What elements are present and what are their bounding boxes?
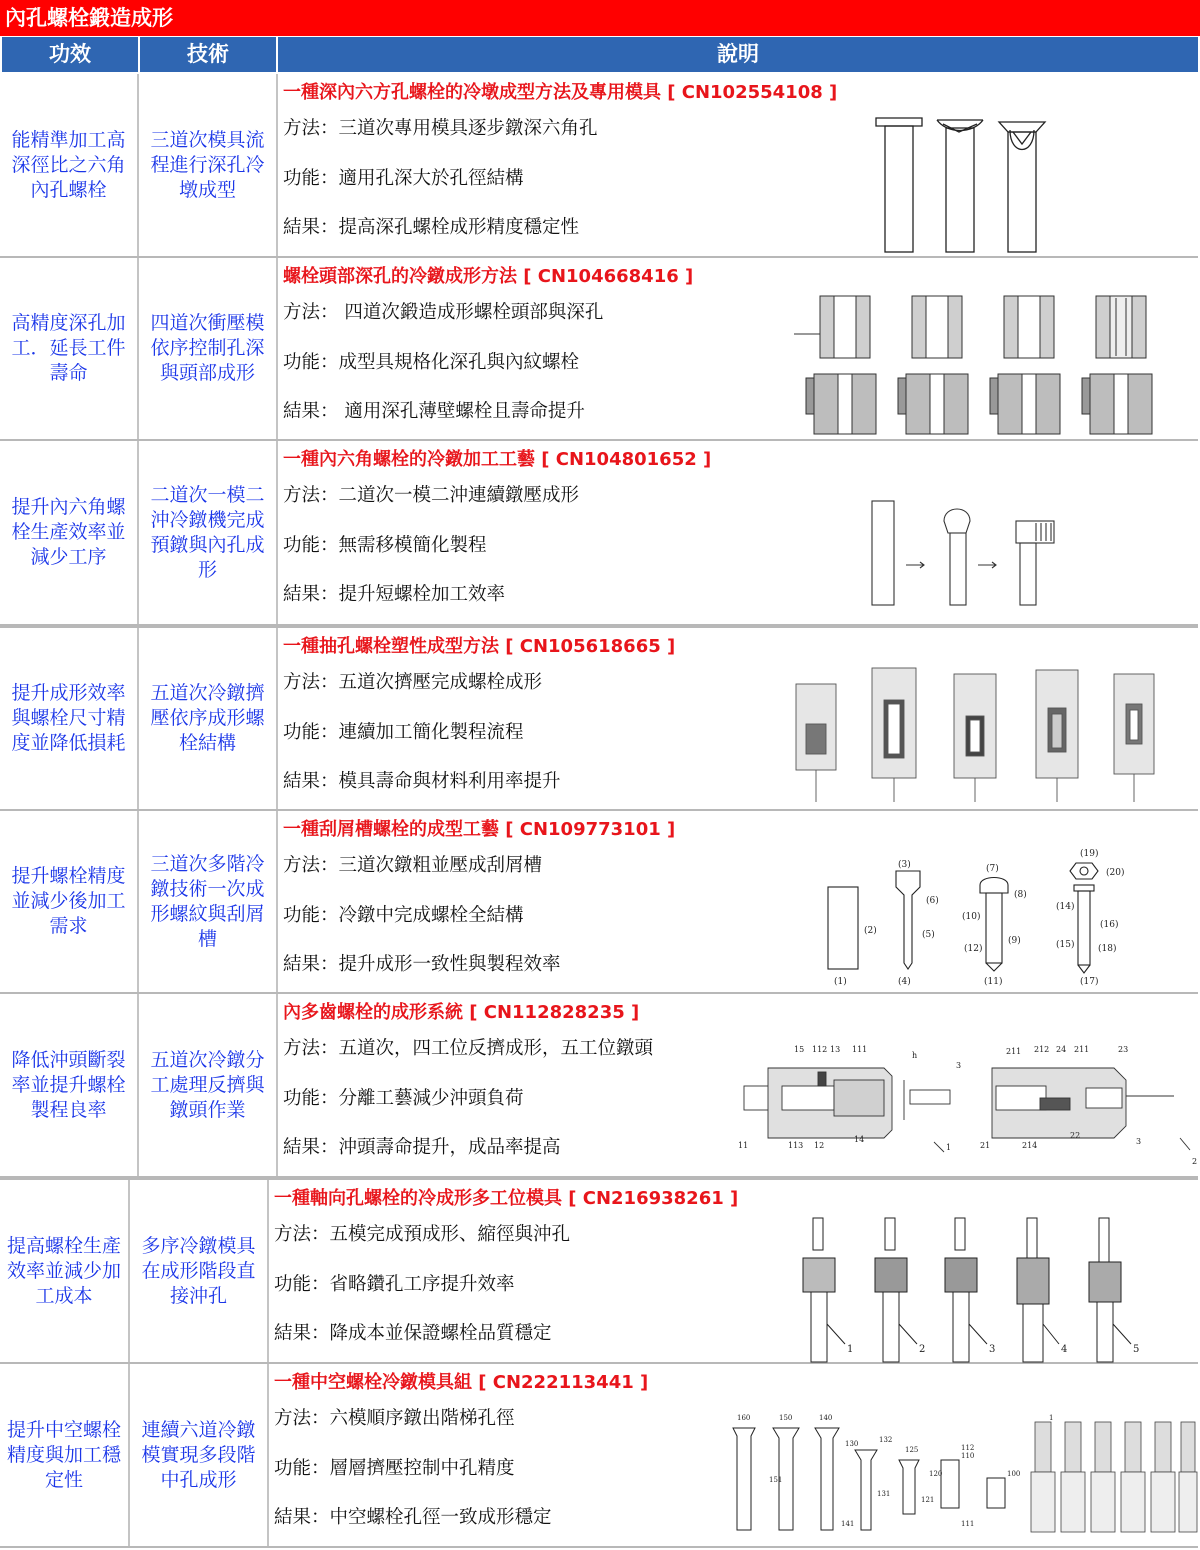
result-text: 結果：沖頭壽命提升，成品率提高	[283, 1137, 561, 1158]
figure-label: (5)	[922, 930, 935, 940]
table-row	[0, 441, 1198, 626]
figure-label: 160	[737, 1414, 751, 1422]
tech-cell: 五道次冷鐓擠壓依序成形螺栓結構	[139, 628, 278, 809]
result-text: 結果：模具壽命與材料利用率提升	[283, 771, 561, 792]
table-row	[0, 1364, 1198, 1548]
table-row	[0, 258, 1198, 441]
figure-label: 100	[1007, 1470, 1021, 1478]
figure-label: (18)	[1098, 944, 1117, 954]
figure-label: 21	[980, 1141, 991, 1150]
figure-label: 112	[812, 1045, 828, 1054]
effect-cell: 提升中空螺栓精度與加工穩定性	[0, 1364, 130, 1546]
patent-title: 內多齒螺栓的成形系統 [ CN112828235 ]	[283, 1002, 640, 1023]
tech-cell: 三道次模具流程進行深孔冷墩成型	[139, 74, 278, 256]
figure-label: (9)	[1008, 936, 1021, 946]
page-title: 內孔螺栓鍛造成形	[0, 0, 1200, 36]
effect-cell: 高精度深孔加工．延長工件壽命	[0, 258, 139, 439]
method-text: 方法：二道次一模二沖連續鐓壓成形	[283, 485, 580, 506]
desc-cell	[278, 811, 1198, 992]
figure-label: (1)	[834, 977, 847, 987]
figure-label: 1	[946, 1143, 952, 1152]
figure-label: 130	[845, 1440, 859, 1448]
patent-title: 一種中空螺栓冷鐓模具組 [ CN222113441 ]	[274, 1372, 649, 1393]
figure-label: (11)	[984, 977, 1003, 987]
figure-label: 13	[830, 1045, 841, 1054]
method-text: 方法：五道次，四工位反擠成形，五工位鐓頭	[283, 1038, 654, 1059]
figure-label: 1	[847, 1344, 854, 1355]
result-text: 結果：降成本並保證螺栓品質穩定	[274, 1323, 552, 1344]
method-text: 方法：三道次鐓粗並壓成刮屑槽	[283, 855, 543, 876]
figure-label: 14	[854, 1135, 865, 1144]
figure-label: 120	[929, 1470, 943, 1478]
figure-label: 1	[1049, 1414, 1054, 1422]
tech-cell: 連續六道冷鐓模實現多段階中孔成形	[130, 1364, 269, 1546]
figure-label: 2	[1192, 1157, 1198, 1166]
patent-figure	[790, 294, 1160, 440]
tech-cell: 二道次一模二沖冷鐓機完成預鐓與內孔成形	[139, 441, 278, 624]
method-text: 方法：六模順序鐓出階梯孔徑	[274, 1408, 515, 1429]
table-row	[0, 811, 1198, 994]
figure-label: 151	[769, 1476, 783, 1484]
figure-label: (4)	[898, 977, 911, 987]
function-text: 功能：省略鑽孔工序提升效率	[274, 1274, 515, 1295]
table-row	[0, 1178, 1198, 1364]
function-text: 功能：層層擠壓控制中孔精度	[274, 1458, 515, 1479]
figure-label: 150	[779, 1414, 793, 1422]
function-text: 功能：無需移模簡化製程	[283, 535, 487, 556]
figure-label: 3	[989, 1344, 996, 1355]
function-text: 功能：冷鐓中完成螺栓全結構	[283, 905, 524, 926]
header-effect: 功效	[2, 37, 138, 72]
tech-cell: 四道次衝壓模依序控制孔深與頭部成形	[139, 258, 278, 439]
figure-label: (16)	[1100, 920, 1119, 930]
figure-label: 211	[1074, 1045, 1090, 1054]
desc-cell	[278, 628, 1198, 809]
patent-figure	[873, 112, 1063, 254]
figure-label: 121	[921, 1496, 935, 1504]
figure-label: 3	[956, 1061, 962, 1070]
patent-figure	[818, 847, 1178, 991]
patent-title: 一種抽孔螺栓塑性成型方法 [ CN105618665 ]	[283, 636, 676, 657]
tech-cell: 多序冷鐓模具在成形階段直接沖孔	[130, 1180, 269, 1362]
header-tech: 技術	[140, 37, 276, 72]
figure-label: 22	[1070, 1131, 1081, 1140]
patent-figure	[793, 1214, 1163, 1366]
figure-label: 140	[819, 1414, 833, 1422]
figure-label: 132	[879, 1436, 893, 1444]
desc-cell	[278, 994, 1198, 1176]
method-text: 方法：五模完成預成形、縮徑與沖孔	[274, 1224, 571, 1245]
figure-label: (10)	[962, 912, 981, 922]
patent-title: 螺栓頭部深孔的冷鐓成形方法 [ CN104668416 ]	[283, 266, 694, 287]
figure-label: 4	[1061, 1344, 1068, 1355]
method-text: 方法： 四道次鍛造成形螺栓頭部與深孔	[283, 302, 604, 323]
result-text: 結果：提高深孔螺栓成形精度穩定性	[283, 217, 580, 238]
patent-title: 一種深內六方孔螺栓的冷墩成型方法及專用模具 [ CN102554108 ]	[283, 82, 838, 103]
patent-title: 一種內六角螺栓的冷鐓加工工藝 [ CN104801652 ]	[283, 449, 712, 470]
figure-label: h	[912, 1051, 918, 1060]
figure-label: 23	[1118, 1045, 1129, 1054]
figure-label: 110	[961, 1452, 975, 1460]
result-text: 結果： 適用深孔薄壁螺栓且壽命提升	[283, 401, 585, 422]
figure-label: (20)	[1106, 868, 1125, 878]
figure-label: (17)	[1080, 977, 1099, 987]
patent-figure	[734, 1034, 1198, 1170]
effect-cell: 提升成形效率與螺栓尺寸精度並降低損耗	[0, 628, 139, 809]
result-text: 結果：中空螺栓孔徑一致成形穩定	[274, 1507, 552, 1528]
desc-cell	[278, 258, 1198, 439]
figure-label: 111	[961, 1520, 975, 1528]
figure-label: 125	[905, 1446, 919, 1454]
method-text: 方法：五道次擠壓完成螺栓成形	[283, 672, 543, 693]
figure-label: 211	[1006, 1047, 1022, 1056]
effect-cell: 提高螺栓生產效率並減少加工成本	[0, 1180, 130, 1362]
figure-label: 141	[841, 1520, 855, 1528]
figure-label: 24	[1056, 1045, 1067, 1054]
figure-label: (8)	[1014, 890, 1027, 900]
function-text: 功能：適用孔深大於孔徑結構	[283, 168, 524, 189]
figure-label: (6)	[926, 896, 939, 906]
patent-figure	[729, 1402, 1199, 1546]
figure-label: 214	[1022, 1141, 1038, 1150]
result-text: 結果：提升成形一致性與製程效率	[283, 954, 561, 975]
figure-label: (2)	[864, 926, 877, 936]
figure-label: 11	[738, 1141, 749, 1150]
patent-figure	[866, 477, 1076, 623]
header-desc: 說明	[278, 37, 1198, 72]
patent-figure	[784, 664, 1174, 806]
figure-label: 111	[852, 1045, 868, 1054]
figure-label: (7)	[986, 864, 999, 874]
function-text: 功能：分離工藝減少沖頭負荷	[283, 1088, 524, 1109]
table-row	[0, 994, 1198, 1178]
patent-title: 一種刮屑槽螺栓的成型工藝 [ CN109773101 ]	[283, 819, 676, 840]
tech-cell: 三道次多階冷鐓技術一次成形螺紋與刮屑槽	[139, 811, 278, 992]
figure-label: (19)	[1080, 849, 1099, 859]
function-text: 功能：成型具規格化深孔與內紋螺栓	[283, 352, 580, 373]
figure-label: 12	[814, 1141, 825, 1150]
desc-cell	[278, 74, 1198, 256]
desc-cell	[269, 1180, 1198, 1362]
figure-label: 2	[919, 1344, 926, 1355]
function-text: 功能：連續加工簡化製程流程	[283, 722, 524, 743]
effect-cell: 能精準加工高深徑比之六角內孔螺栓	[0, 74, 139, 256]
figure-label: 5	[1133, 1344, 1140, 1355]
figure-label: 15	[794, 1045, 805, 1054]
figure-label: (3)	[898, 860, 911, 870]
desc-cell	[269, 1364, 1198, 1546]
figure-label: 113	[788, 1141, 804, 1150]
figure-label: 112	[961, 1444, 975, 1452]
table-row	[0, 74, 1198, 258]
figure-label: (12)	[964, 944, 983, 954]
table-row	[0, 626, 1198, 811]
effect-cell: 降低沖頭斷裂率並提升螺栓製程良率	[0, 994, 139, 1176]
figure-label: (15)	[1056, 940, 1075, 950]
method-text: 方法：三道次專用模具逐步鐓深六角孔	[283, 118, 598, 139]
tech-cell: 五道次冷鐓分工處理反擠與鐓頭作業	[139, 994, 278, 1176]
desc-cell	[278, 441, 1198, 624]
patent-title: 一種軸向孔螺栓的冷成形多工位模具 [ CN216938261 ]	[274, 1188, 739, 1209]
result-text: 結果：提升短螺栓加工效率	[283, 584, 506, 605]
effect-cell: 提升螺栓精度並減少後加工需求	[0, 811, 139, 992]
figure-label: 212	[1034, 1045, 1050, 1054]
figure-label: 3	[1136, 1137, 1142, 1146]
figure-label: 131	[877, 1490, 891, 1498]
effect-cell: 提升內六角螺栓生產效率並減少工序	[0, 441, 139, 624]
figure-label: (14)	[1056, 902, 1075, 912]
